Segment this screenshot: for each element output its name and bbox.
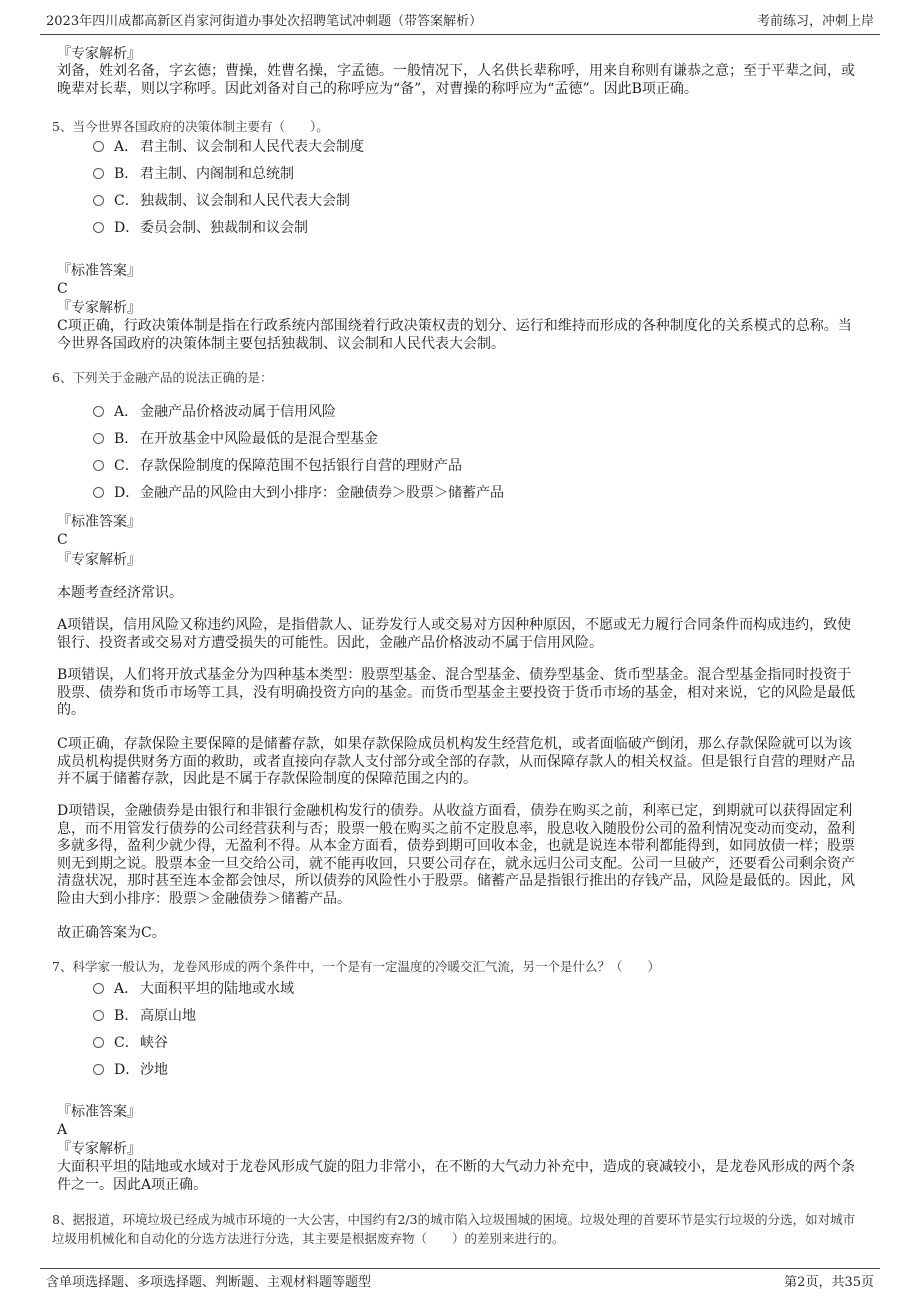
q7-option-d[interactable]: D．沙地 <box>93 1060 168 1080</box>
q8-stem: 8、据报道，环境垃圾已经成为城市环境的一大公害，中国约有2/3的城市陷入垃圾围城的困境。垃圾处理的首要环节是实行垃圾的分选，如对城市垃圾用机械化和自动化的分选方法进行分选，其主要是根据废弃物（ ）的差别来进行的。 <box>52 1212 856 1246</box>
q6-intro: 本题考查经济常识。 <box>57 585 183 601</box>
radio-button[interactable] <box>93 141 104 152</box>
q5-option-a[interactable]: A． 君主制、议会制和人民代表大会制度 <box>93 137 364 157</box>
q7-analysis: 大面积平坦的陆地或水域对于龙卷风形成气旋的阻力非常小，在不断的大气动力补充中，造成的衰减较小，是龙卷风形成的两个条件之一。因此A项正确。 <box>57 1159 855 1193</box>
q7-answer: A <box>57 1122 68 1138</box>
radio-button[interactable] <box>93 195 104 206</box>
q6-option-c[interactable]: C．存款保险制度的保障范围不包括银行自营的理财产品 <box>93 456 462 476</box>
standard-answer-label: 『标准答案』 <box>57 1104 141 1120</box>
radio-button[interactable] <box>93 222 104 233</box>
q5-option-d[interactable]: D．委员会制、独裁制和议会制 <box>93 218 308 238</box>
q6-option-b[interactable]: B． 在开放基金中风险最低的是混合型基金 <box>93 429 378 449</box>
q5-stem: 5、当今世界各国政府的决策体制主要有（ ）。 <box>52 119 329 134</box>
q6-analysis-a: A项错误，信用风险又称违约风险，是指借款人、证券发行人或交易对方因种种原因，不愿或无力履行合同条件而构成违约，致使银行、投资者或交易对方遭受损失的可能性。因此，金融产品价格波动不属于信用风险。 <box>57 617 852 651</box>
radio-button[interactable] <box>93 1037 104 1048</box>
radio-button[interactable] <box>93 460 104 471</box>
document-title: 2023年四川成都高新区肖家河街道办事处次招聘笔试冲刺题（带答案解析） <box>46 14 483 29</box>
q5-answer: C <box>57 281 68 297</box>
q7-stem: 7、科学家一般认为，龙卷风形成的两个条件中，一个是有一定温度的冷暖交汇气流，另一个是什么？（ ） <box>52 959 660 974</box>
q6-option-d[interactable]: D．金融产品的风险由大到小排序：金融债券＞股票＞储蓄产品 <box>93 483 504 503</box>
expert-analysis-label: 『专家解析』 <box>57 300 141 316</box>
expert-analysis-label: 『专家解析』 <box>57 46 141 62</box>
page-header <box>46 10 874 32</box>
standard-answer-label: 『标准答案』 <box>57 514 141 530</box>
q5-option-c[interactable]: C．独裁制、议会制和人民代表大会制 <box>93 191 350 211</box>
footer-divider <box>40 1268 880 1269</box>
q6-stem: 6、下列关于金融产品的说法正确的是： <box>52 370 273 385</box>
radio-button[interactable] <box>93 168 104 179</box>
q6-analysis-d: D项错误，金融债券是由银行和非银行金融机构发行的债券。从收益方面看，债券在购买之前，利率已定，到期就可以获得固定利息，而不用管发行债券的公司经营获利与否；股票一般在购买之前不定股息率，股息收入随股份公司的盈利情况变动而变动，盈利多就多得，盈利少就少得，无盈利不得。从本金方面看，债券到期可回收本金，也就是说连本带利都能得到，如同放债一样；股票则无到期之说。股票本金一旦交给公司，就不能再收回，只要公司存在，就永远归公司支配。公司一旦破产，还要看公司剩余资产清盘状况，那时甚至连本金都会蚀尽，所以债券的风险性小于股票。储蓄产品是指银行推出的存钱产品，风险是最低的。因此，风险由大到小排序：股票＞金融债券＞储蓄产品。 <box>57 803 855 907</box>
q6-option-a[interactable]: A． 金融产品价格波动属于信用风险 <box>93 402 336 422</box>
radio-button[interactable] <box>93 487 104 498</box>
q6-analysis-c: C项正确，存款保险主要保障的是储蓄存款，如果存款保险成员机构发生经营危机，或者面临破产倒闭，那么存款保险就可以为该成员机构提供财务方面的救助，或者直接向存款人支付部分或全部的存款，从而保障存款人的相关权益。但是银行自营的理财产品并不属于储蓄存款，因此是不属于存款保险制度的保障范围之内的。 <box>57 736 855 787</box>
q5-option-b[interactable]: B． 君主制、内阁制和总统制 <box>93 164 294 184</box>
radio-button[interactable] <box>93 433 104 444</box>
q6-analysis-b: B项错误，人们将开放式基金分为四种基本类型：股票型基金、混合型基金、债券型基金、货币型基金。混合型基金指同时投资于股票、债券和货币市场等工具，没有明确投资方向的基金。而货币型基金主要投资于货币市场的基金，相对来说，它的风险是最低的。 <box>57 667 855 718</box>
expert-analysis-label: 『专家解析』 <box>57 1141 141 1157</box>
radio-button[interactable] <box>93 406 104 417</box>
q7-option-c[interactable]: C．峡谷 <box>93 1033 168 1053</box>
footer-question-types: 含单项选择题、多项选择题、判断题、主观材料题等题型 <box>46 1275 372 1290</box>
radio-button[interactable] <box>93 983 104 994</box>
radio-button[interactable] <box>93 1064 104 1075</box>
standard-answer-label: 『标准答案』 <box>57 263 141 279</box>
expert-analysis-label: 『专家解析』 <box>57 552 141 568</box>
q4-analysis: 刘备，姓刘名备，字玄德；曹操，姓曹名操，字孟德。一般情况下，人名供长辈称呼，用来自称则有谦恭之意；至于平辈之间，或晚辈对长辈，则以字称呼。因此刘备对自己的称呼应为“备”，对曹操的称呼应为“孟德”。因此B项正确。 <box>57 63 855 97</box>
radio-button[interactable] <box>93 1010 104 1021</box>
header-slogan: 考前练习，冲刺上岸 <box>756 14 874 29</box>
q5-analysis: C项正确，行政决策体制是指在行政系统内部围绕着行政决策权责的划分、运行和维持而形成的各种制度化的关系模式的总称。当今世界各国政府的决策体制主要包括独裁制、议会制和人民代表大会制。 <box>57 318 852 352</box>
q7-option-b[interactable]: B． 高原山地 <box>93 1006 196 1026</box>
q6-answer: C <box>57 532 68 548</box>
page-number: 第2页，共35页 <box>784 1275 874 1290</box>
q6-conclusion: 故正确答案为C。 <box>57 925 166 941</box>
header-divider <box>40 34 880 35</box>
q7-option-a[interactable]: A． 大面积平坦的陆地或水域 <box>93 979 294 999</box>
